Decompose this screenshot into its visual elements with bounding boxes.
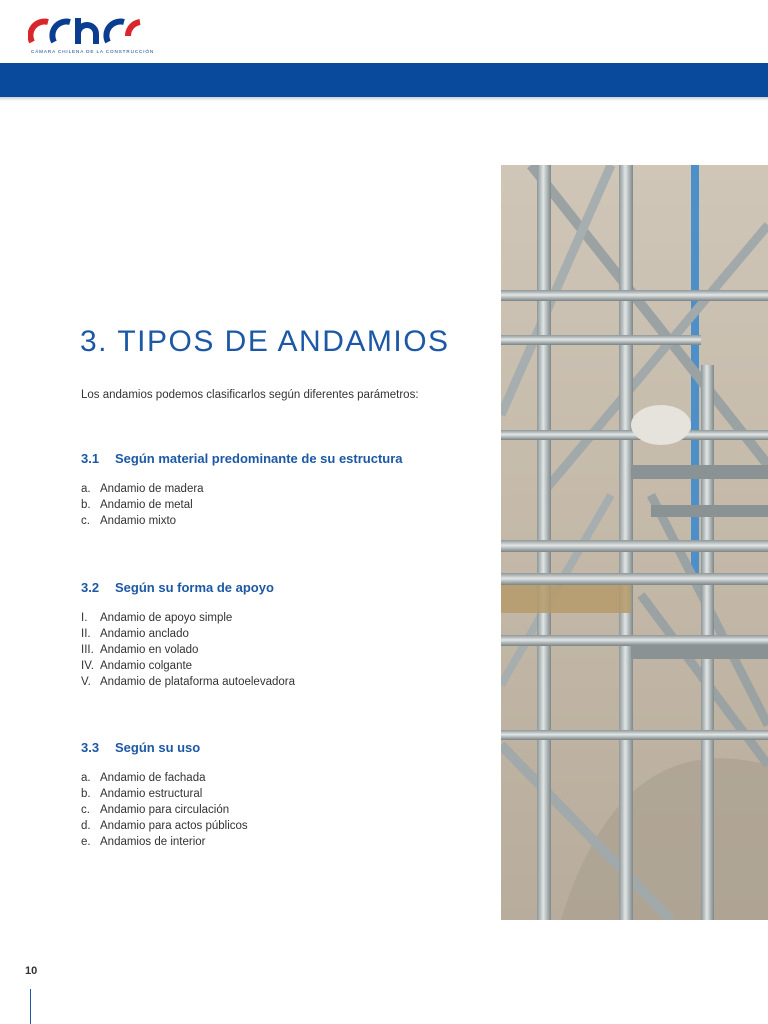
list-text: Andamio para circulación [100, 804, 230, 816]
list-text: Andamio colgante [100, 660, 193, 672]
list-text: Andamios de interior [100, 836, 206, 848]
list-marker: II. [81, 628, 91, 640]
intro-paragraph: Los andamios podemos clasificarlos según diferentes parámetros: [81, 389, 419, 401]
list-item [81, 658, 295, 674]
section-3-3 [81, 740, 248, 850]
list-text: Andamio anclado [100, 628, 189, 640]
section-3-2 [81, 580, 295, 690]
list-item [81, 481, 403, 497]
list-marker: b. [81, 499, 91, 511]
list-marker: a. [81, 483, 91, 495]
section-list [81, 481, 403, 529]
list-marker: III. [81, 644, 94, 656]
list-text: Andamio de madera [100, 483, 204, 495]
list-item [81, 513, 403, 529]
list-marker: V. [81, 676, 91, 688]
list-text: Andamio de plataforma autoelevadora [100, 676, 295, 688]
section-number: 3.1 [81, 451, 100, 466]
header-band-shadow [0, 97, 768, 101]
section-number: 3.2 [81, 580, 100, 595]
list-item [81, 626, 295, 642]
list-text: Andamio de metal [100, 499, 193, 511]
section-title: Según material predominante de su estructura [115, 451, 403, 466]
section-title: Según su forma de apoyo [115, 580, 274, 595]
scaffolding-photo [501, 165, 768, 920]
section-list [81, 770, 248, 850]
list-item [81, 834, 248, 850]
list-text: Andamio de apoyo simple [100, 612, 233, 624]
list-marker: I. [81, 612, 88, 624]
section-heading [81, 580, 295, 595]
scaffolding-illustration [501, 165, 768, 920]
list-marker: b. [81, 788, 91, 800]
list-item [81, 674, 295, 690]
list-text: Andamio en volado [100, 644, 199, 656]
list-item [81, 770, 248, 786]
list-item [81, 642, 295, 658]
section-number: 3.3 [81, 740, 100, 755]
list-item [81, 802, 248, 818]
list-marker: d. [81, 820, 91, 832]
section-heading [81, 740, 248, 755]
list-marker: IV. [81, 660, 95, 672]
header-band [0, 63, 768, 97]
list-text: Andamio estructural [100, 788, 203, 800]
list-item [81, 610, 295, 626]
section-list [81, 610, 295, 690]
list-marker: c. [81, 804, 90, 816]
page-margin-rule [30, 989, 31, 1024]
page-number: 10 [25, 965, 38, 977]
list-text: Andamio mixto [100, 515, 177, 527]
list-marker: c. [81, 515, 90, 527]
list-item [81, 818, 248, 834]
cchc-logo [28, 16, 155, 60]
list-marker: e. [81, 836, 91, 848]
cchc-logo-mark [28, 16, 148, 48]
list-item [81, 497, 403, 513]
section-3-1 [81, 451, 403, 529]
section-title: Según su uso [115, 740, 201, 755]
logo-subtitle: CÁMARA CHILENA DE LA CONSTRUCCIÓN [31, 49, 155, 54]
list-item [81, 786, 248, 802]
list-text: Andamio para actos públicos [100, 820, 248, 832]
section-heading [81, 451, 403, 466]
list-marker: a. [81, 772, 91, 784]
list-text: Andamio de fachada [100, 772, 206, 784]
page-title: 3. TIPOS DE ANDAMIOS [80, 325, 450, 359]
